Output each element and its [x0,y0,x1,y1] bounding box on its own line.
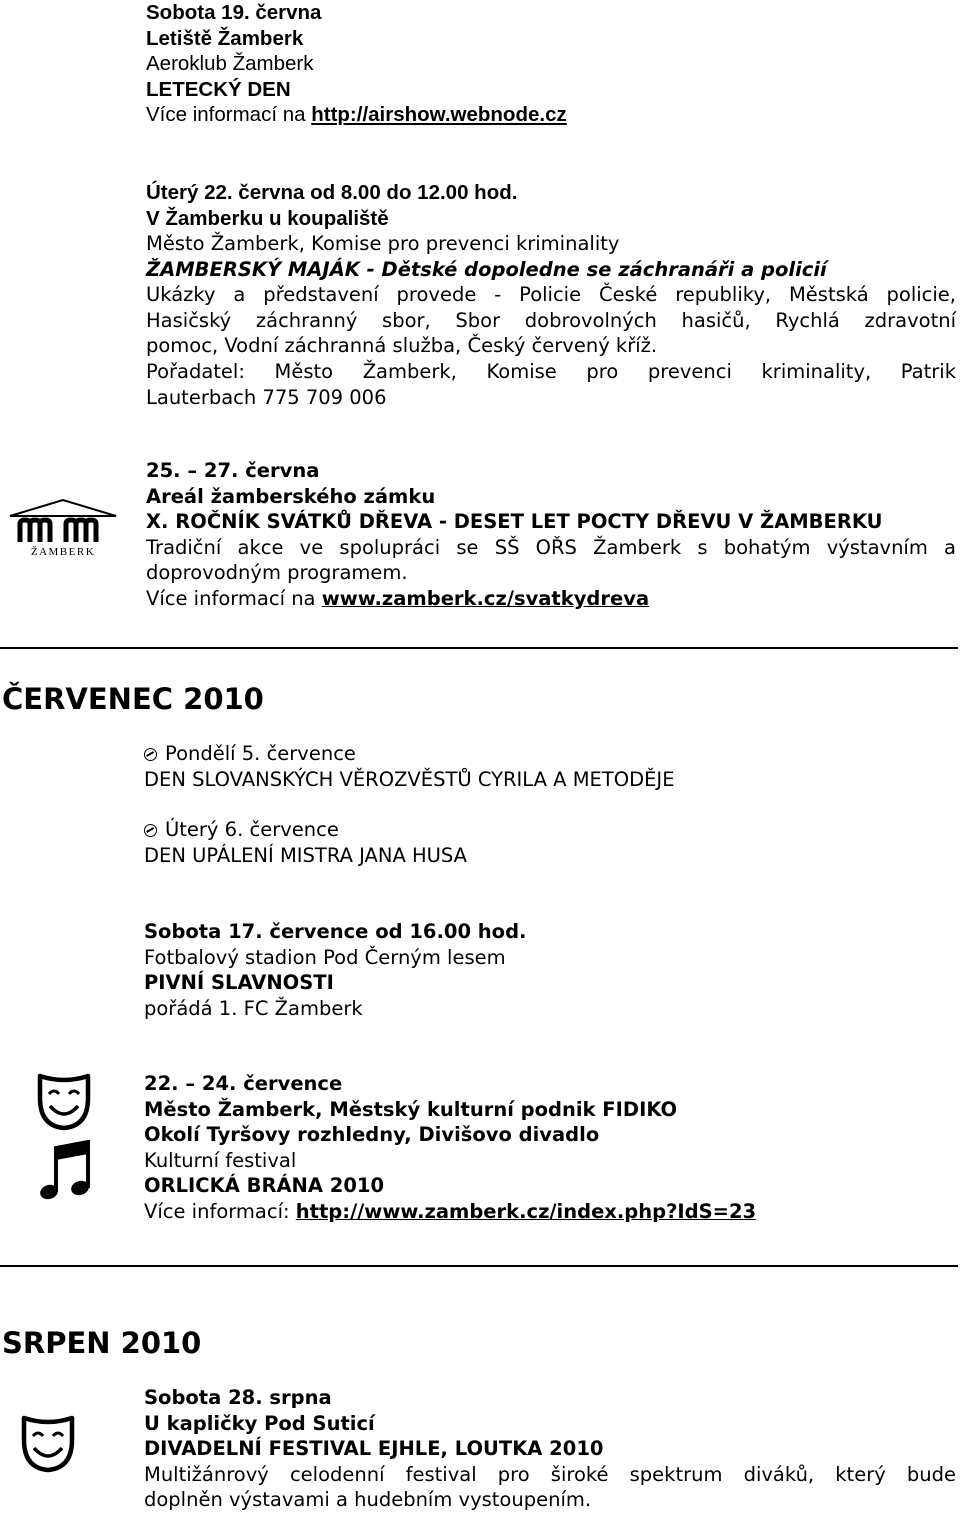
event-organizer: Město Žamberk, Komise pro prevenci kriminality [146,232,620,255]
event-title: X. ROČNÍK SVÁTKŮ DŘEVA - DESET LET POCTY DŘEVU V ŽAMBERKU [146,510,883,534]
bullet-icon [144,748,157,761]
event-place: Okolí Tyršovy rozhledny, Divišovo divadlo [144,1123,600,1147]
event-majak-details [146,231,956,410]
divider [0,647,958,649]
holiday-title: DEN SLOVANSKÝCH VĚROZVĚSTŮ CYRILA A METODĚJE [144,767,675,791]
event-place: U kapličky Pod Suticí [144,1411,375,1435]
orlicka-brana-link[interactable]: http://www.zamberk.cz/index.php?IdS=23 [295,1199,757,1223]
section-heading-july: ČERVENEC 2010 [2,682,264,716]
event-desc-line: pomoc, Vodní záchranná služba, Český červený kříž. [146,334,658,358]
event-title: ORLICKÁ BRÁNA 2010 [144,1174,385,1198]
event-date: Sobota 19. června [146,1,322,24]
event-date: 22. – 24. července [144,1072,343,1095]
event-title: DIVADELNÍ FESTIVAL EJHLE, LOUTKA 2010 [144,1437,604,1461]
holiday-date [144,741,956,767]
more-info-label: Více informací: [144,1199,296,1223]
event-majak [146,180,956,231]
event-date: Sobota 17. července od 16.00 hod. [144,920,527,943]
divider [0,1265,958,1267]
event-title: LETECKÝ DEN [146,77,291,101]
event-place: V Žamberku u koupaliště [146,206,389,230]
event-date: 25. – 27. června [146,459,320,482]
event-organizer: Město Žamberk, Městský kulturní podnik FIDIKO [144,1097,678,1121]
holiday-date-text: Pondělí 5. července [165,742,356,765]
svatkydreva-link[interactable]: www.zamberk.cz/svatkydreva [321,586,650,610]
event-orlicka-brana [144,1071,956,1225]
zamberk-logo-icon [6,498,120,558]
event-desc-line: doplněn výstavami a hudebním vystoupením. [144,1488,592,1512]
event-more-info [146,586,956,612]
event-contact-line: Lauterbach 775 709 006 [146,385,387,409]
event-pivni-slavnosti [144,919,956,1021]
more-info-label: Více informací na [146,103,312,127]
event-organizer: Aeroklub Žamberk [146,52,314,76]
event-title: PIVNÍ SLAVNOSTI [144,971,334,995]
event-ejhle-loutka [144,1385,956,1513]
theatre-mask-icon [34,1068,94,1132]
event-desc-line: Hasičský záchranný sbor, Sbor dobrovolných hasičů, Rychlá zdravotní [146,308,956,332]
event-svatky-dreva [146,458,956,612]
holiday-title: DEN UPÁLENÍ MISTRA JANA HUSA [144,843,468,867]
bullet-icon [144,824,157,837]
section-heading-august: SRPEN 2010 [2,1326,202,1360]
event-date: Úterý 22. června od 8.00 do 12.00 hod. [146,181,518,204]
event-more-info [144,1199,956,1225]
event-desc-line: Multižánrový celodenní festival pro široké spektrum diváků, který bude [144,1462,956,1486]
music-note-icon [38,1140,92,1204]
event-organizer: pořádá 1. FC Žamberk [144,996,363,1020]
theatre-mask-icon [18,1410,78,1474]
holiday-list [144,741,956,792]
holiday-list [144,817,956,868]
event-kind: Kulturní festival [144,1148,297,1172]
more-info-label: Více informací na [146,586,322,610]
event-airshow [146,0,956,128]
event-title: ŽAMBERSKÝ MAJÁK - Dětské dopoledne se záchranáři a policií [146,257,827,281]
logo-text: ŽAMBERK [30,546,96,558]
event-contact-line: Pořadatel: Město Žamberk, Komise pro prevenci kriminality, Patrik [146,359,956,383]
event-place: Areál žamberského zámku [146,484,436,508]
event-date: Sobota 28. srpna [144,1386,332,1409]
holiday-date-text: Úterý 6. července [165,818,339,841]
event-desc-line: Tradiční akce ve spolupráci se SŠ OŘS Žamberk s bohatým výstavním a [146,535,956,559]
event-desc-line: Ukázky a představení provede - Policie České republiky, Městská policie, [146,283,956,307]
holiday-date [144,817,956,843]
airshow-link[interactable]: http://airshow.webnode.cz [311,103,567,127]
event-place: Letiště Žamberk [146,26,304,50]
event-place: Fotbalový stadion Pod Černým lesem [144,945,506,969]
event-desc-line: doprovodným programem. [146,561,408,585]
event-more-info [146,102,956,128]
